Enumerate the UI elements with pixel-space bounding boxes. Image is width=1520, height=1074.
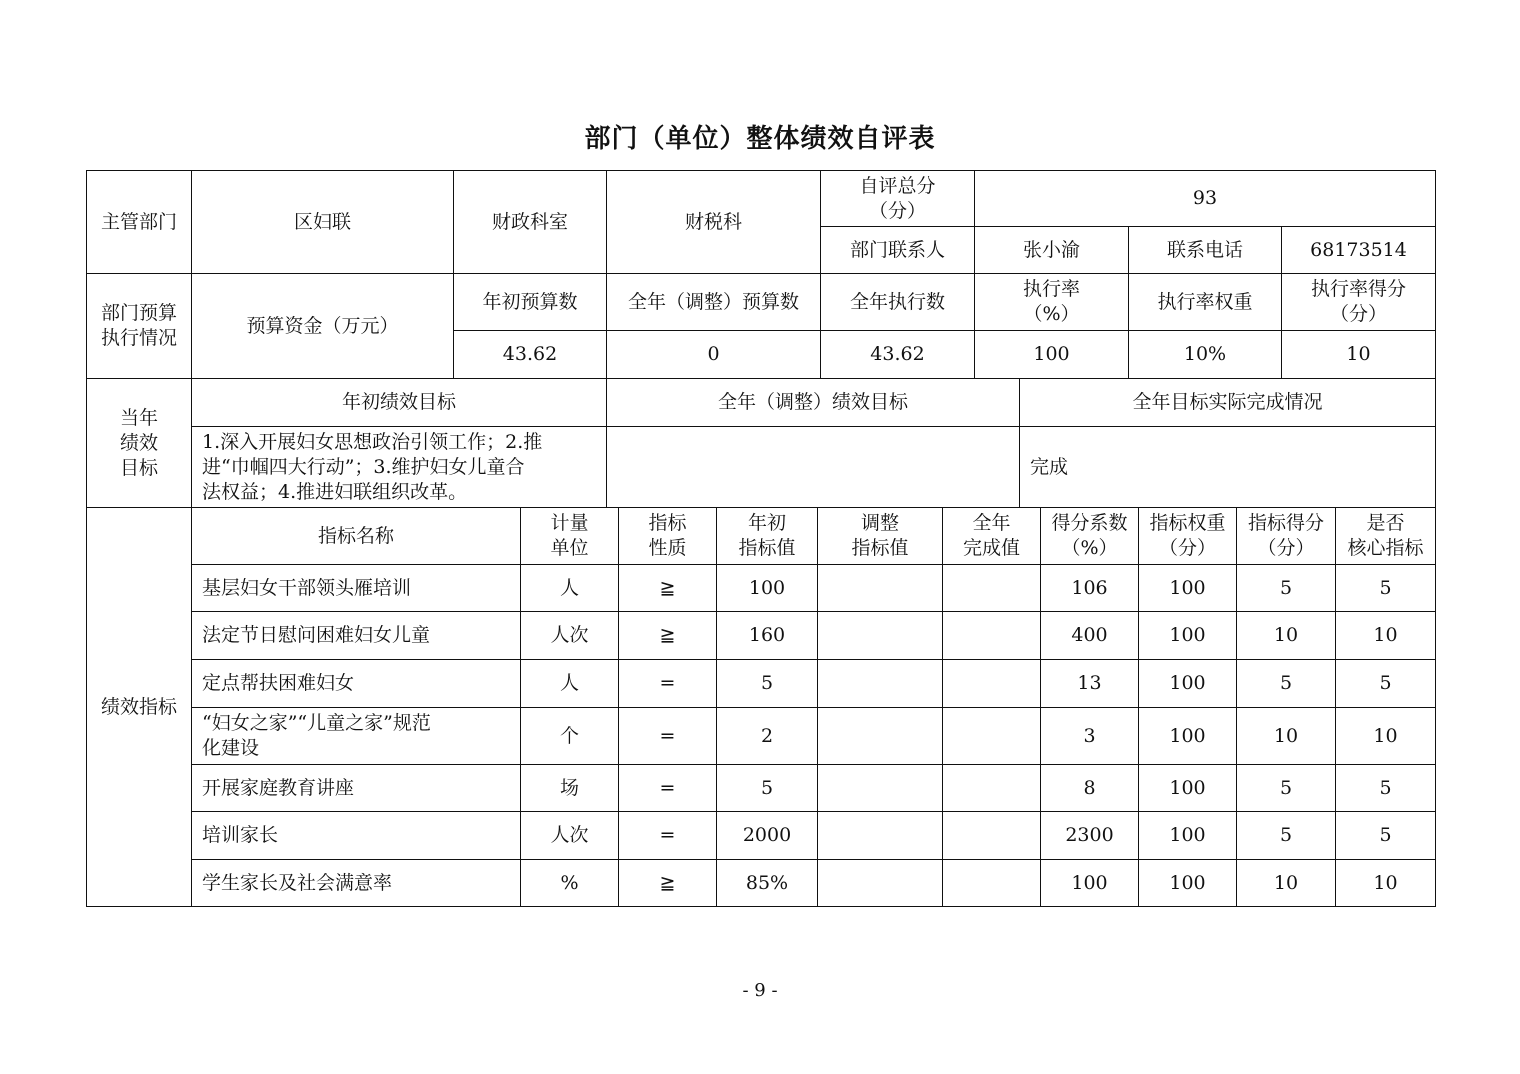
col-header-coef: 得分系数 （%） — [1041, 508, 1139, 565]
finance-office-value: 财税科 — [607, 171, 821, 274]
indicator-initial: 5 — [717, 660, 818, 708]
adjusted-goal-text — [607, 427, 1020, 508]
indicator-score: 5 — [1237, 765, 1336, 812]
col-header-completed: 全年 完成值 — [943, 508, 1041, 565]
indicator-adjusted — [818, 708, 943, 765]
contact-value: 张小渝 — [975, 227, 1129, 274]
indicator-unit: 个 — [521, 708, 619, 765]
indicator-score: 5 — [1237, 812, 1336, 860]
indicator-adjusted — [818, 565, 943, 612]
budget-table — [86, 273, 1436, 379]
col-header-initial: 年初 指标值 — [717, 508, 818, 565]
indicator-initial: 2 — [717, 708, 818, 765]
header-info-table — [86, 170, 1436, 274]
indicator-coef: 2300 — [1041, 812, 1139, 860]
indicator-core: 5 — [1336, 812, 1436, 860]
phone-value: 68173514 — [1282, 227, 1436, 274]
col-header-adjusted: 调整 指标值 — [818, 508, 943, 565]
indicator-coef: 100 — [1041, 860, 1139, 907]
indicator-coef: 106 — [1041, 565, 1139, 612]
indicator-completed — [943, 708, 1041, 765]
budget-section-label: 部门预算 执行情况 — [87, 274, 192, 379]
indicator-weight: 100 — [1139, 812, 1237, 860]
indicator-weight: 100 — [1139, 565, 1237, 612]
indicators-table — [86, 507, 1436, 907]
indicator-completed — [943, 660, 1041, 708]
indicator-score: 5 — [1237, 565, 1336, 612]
adjusted-budget-value: 0 — [607, 331, 821, 379]
indicator-weight: 100 — [1139, 708, 1237, 765]
indicator-weight: 100 — [1139, 612, 1237, 660]
table-row — [87, 565, 1436, 612]
total-score-label: 自评总分 （分） — [821, 171, 975, 227]
executed-label: 全年执行数 — [821, 274, 975, 331]
contact-label: 部门联系人 — [821, 227, 975, 274]
dept-label: 主管部门 — [87, 171, 192, 274]
initial-goal-header: 年初绩效目标 — [192, 379, 607, 427]
indicator-nature: = — [619, 765, 717, 812]
indicator-core: 10 — [1336, 612, 1436, 660]
indicator-adjusted — [818, 812, 943, 860]
indicator-initial: 100 — [717, 565, 818, 612]
indicator-nature: = — [619, 812, 717, 860]
initial-budget-label: 年初预算数 — [454, 274, 607, 331]
table-row — [87, 812, 1436, 860]
indicator-score: 10 — [1237, 612, 1336, 660]
finance-office-label: 财政科室 — [454, 171, 607, 274]
indicator-coef: 400 — [1041, 612, 1139, 660]
indicator-name: “妇女之家”“儿童之家”规范 化建设 — [192, 708, 521, 765]
indicator-coef: 3 — [1041, 708, 1139, 765]
indicator-score: 10 — [1237, 708, 1336, 765]
col-header-name: 指标名称 — [192, 508, 521, 565]
indicator-adjusted — [818, 612, 943, 660]
indicator-initial: 85% — [717, 860, 818, 907]
indicator-name: 基层妇女干部领头雁培训 — [192, 565, 521, 612]
rate-weight-label: 执行率权重 — [1129, 274, 1282, 331]
budget-funds-label: 预算资金（万元） — [192, 274, 454, 379]
goals-section-label: 当年 绩效 目标 — [87, 379, 192, 508]
indicator-completed — [943, 812, 1041, 860]
col-header-core: 是否 核心指标 — [1336, 508, 1436, 565]
indicator-core: 5 — [1336, 660, 1436, 708]
col-header-nature: 指标 性质 — [619, 508, 717, 565]
page-title: 部门（单位）整体绩效自评表 — [584, 124, 936, 154]
indicator-weight: 100 — [1139, 660, 1237, 708]
indicator-name: 定点帮扶困难妇女 — [192, 660, 521, 708]
indicator-nature: ≧ — [619, 612, 717, 660]
indicator-completed — [943, 765, 1041, 812]
indicator-core: 10 — [1336, 708, 1436, 765]
indicator-nature: = — [619, 660, 717, 708]
indicator-name: 法定节日慰问困难妇女儿童 — [192, 612, 521, 660]
indicator-core: 5 — [1336, 765, 1436, 812]
table-row — [87, 708, 1436, 765]
indicator-unit: 人 — [521, 565, 619, 612]
indicator-nature: = — [619, 708, 717, 765]
table-row — [87, 660, 1436, 708]
indicator-unit: 人次 — [521, 612, 619, 660]
indicator-adjusted — [818, 765, 943, 812]
execution-rate-value: 100 — [975, 331, 1129, 379]
rate-score-label: 执行率得分 （分） — [1282, 274, 1436, 331]
indicator-initial: 5 — [717, 765, 818, 812]
rate-weight-value: 10% — [1129, 331, 1282, 379]
indicator-initial: 160 — [717, 612, 818, 660]
indicator-name: 学生家长及社会满意率 — [192, 860, 521, 907]
indicator-unit: % — [521, 860, 619, 907]
indicator-completed — [943, 612, 1041, 660]
indicator-unit: 场 — [521, 765, 619, 812]
indicator-score: 10 — [1237, 860, 1336, 907]
goals-table — [86, 378, 1436, 508]
indicator-core: 5 — [1336, 565, 1436, 612]
total-score-value: 93 — [975, 171, 1436, 227]
table-row — [87, 860, 1436, 907]
indicator-name: 培训家长 — [192, 812, 521, 860]
indicator-completed — [943, 860, 1041, 907]
indicator-coef: 8 — [1041, 765, 1139, 812]
indicators-section-label: 绩效指标 — [87, 508, 192, 907]
indicator-weight: 100 — [1139, 765, 1237, 812]
indicator-completed — [943, 565, 1041, 612]
execution-rate-label: 执行率 （%） — [975, 274, 1129, 331]
initial-budget-value: 43.62 — [454, 331, 607, 379]
indicator-unit: 人 — [521, 660, 619, 708]
page-number: - 9 - — [742, 980, 778, 1001]
indicator-adjusted — [818, 860, 943, 907]
initial-goal-text: 1.深入开展妇女思想政治引领工作；2.推 进“巾帼四大行动”；3.维护妇女儿童合 法权益；4.推进妇联组织改革。 — [192, 427, 607, 508]
table-row — [87, 612, 1436, 660]
adjusted-budget-label: 全年（调整）预算数 — [607, 274, 821, 331]
indicator-unit: 人次 — [521, 812, 619, 860]
actual-goal-header: 全年目标实际完成情况 — [1020, 379, 1436, 427]
dept-value: 区妇联 — [192, 171, 454, 274]
col-header-score: 指标得分 （分） — [1237, 508, 1336, 565]
actual-goal-text: 完成 — [1020, 427, 1436, 508]
indicator-nature: ≧ — [619, 565, 717, 612]
table-row — [87, 765, 1436, 812]
indicator-coef: 13 — [1041, 660, 1139, 708]
indicator-adjusted — [818, 660, 943, 708]
phone-label: 联系电话 — [1129, 227, 1282, 274]
executed-value: 43.62 — [821, 331, 975, 379]
indicator-core: 10 — [1336, 860, 1436, 907]
indicator-name: 开展家庭教育讲座 — [192, 765, 521, 812]
rate-score-value: 10 — [1282, 331, 1436, 379]
indicator-weight: 100 — [1139, 860, 1237, 907]
indicator-initial: 2000 — [717, 812, 818, 860]
indicator-nature: ≧ — [619, 860, 717, 907]
indicator-score: 5 — [1237, 660, 1336, 708]
adjusted-goal-header: 全年（调整）绩效目标 — [607, 379, 1020, 427]
col-header-unit: 计量 单位 — [521, 508, 619, 565]
col-header-weight: 指标权重 （分） — [1139, 508, 1237, 565]
